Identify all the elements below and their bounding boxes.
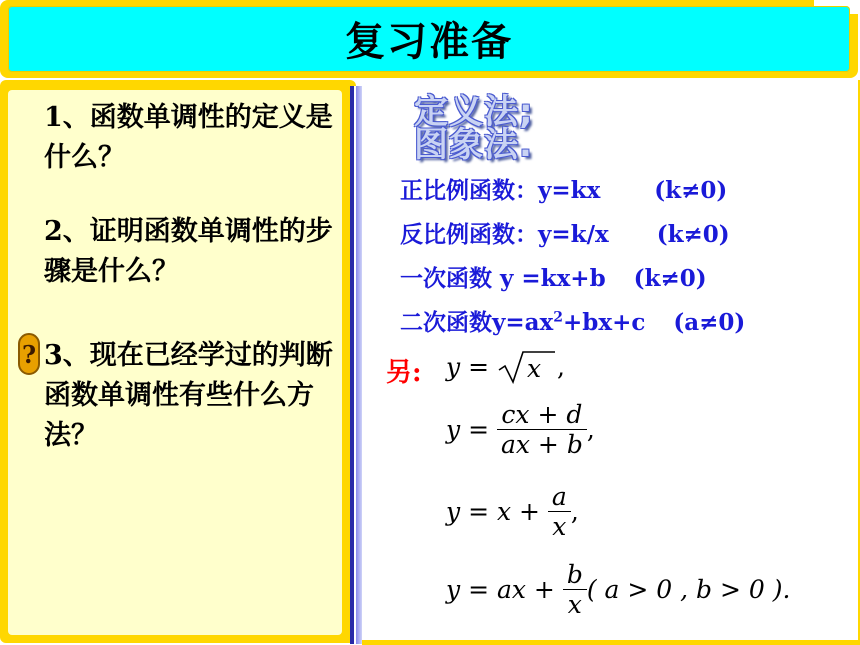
linear-function	[400, 260, 707, 293]
page-title: 复习准备	[345, 18, 513, 65]
proportional-function	[400, 172, 727, 205]
proportional-label: 正比例函数：	[400, 177, 538, 204]
formula-rational-lhs: y =	[446, 415, 497, 444]
formula-nike-tail: ( a > 0 , b > 0 ).	[586, 575, 791, 604]
formula-rational-denominator: ax + b	[500, 430, 583, 459]
formula-sqrt-tail: ,	[556, 352, 565, 382]
quadratic-expr-b: +bx+c	[563, 309, 646, 336]
formula-hook	[446, 482, 579, 541]
formula-nike	[446, 560, 790, 619]
linear-label: 一次函数	[400, 265, 492, 292]
question-mark-icon: ?	[18, 333, 40, 375]
sqrt-symbol	[497, 352, 557, 386]
formula-hook-lhs: y = x +	[446, 497, 548, 526]
linear-cond: (k≠0)	[633, 265, 707, 292]
question-1: 1、函数单调性的定义是什么？	[44, 102, 333, 173]
question-2: 2、证明函数单调性的步骤是什么？	[44, 216, 333, 287]
question-panel	[0, 80, 356, 643]
inverse-expr: y=k/x	[538, 221, 609, 248]
proportional-cond: (k≠0)	[654, 177, 728, 204]
formula-rational-tail: ,	[586, 415, 595, 444]
formula-nike-fraction	[563, 560, 587, 619]
question-panel-inner	[8, 90, 342, 635]
formula-hook-tail: ,	[570, 497, 579, 526]
formula-nike-numerator: b	[563, 560, 587, 590]
question-3: 3、现在已经学过的判断函数单调性有些什么方法？	[44, 340, 333, 451]
panel-divider	[350, 86, 362, 644]
inverse-function	[400, 216, 730, 249]
quadratic-function	[400, 304, 745, 337]
formula-hook-fraction	[548, 482, 571, 541]
quadratic-cond: (a≠0)	[673, 309, 746, 336]
quadratic-expr-a: y=ax	[492, 309, 554, 336]
formula-nike-lhs: y = ax +	[446, 575, 563, 604]
another-label: 另:	[386, 358, 422, 388]
proportional-expr: y=kx	[538, 177, 601, 204]
formula-rational-fraction	[497, 400, 587, 459]
formula-sqrt	[446, 352, 565, 386]
inverse-cond: (k≠0)	[656, 221, 730, 248]
formula-rational	[446, 400, 595, 459]
formula-hook-numerator: a	[548, 482, 571, 512]
title-panel	[8, 6, 850, 72]
quadratic-exponent: 2	[553, 309, 564, 326]
formula-hook-denominator: x	[552, 512, 567, 541]
definition-method-heading: 定义法;	[414, 92, 534, 132]
formula-rational-numerator: cx + d	[497, 400, 587, 430]
inverse-label: 反比例函数：	[400, 221, 538, 248]
content-panel-bottom-border	[362, 640, 860, 645]
formula-sqrt-lhs: y =	[446, 352, 497, 382]
quadratic-label: 二次函数	[400, 309, 492, 336]
formula-nike-denominator: x	[567, 590, 582, 619]
title-bar	[0, 0, 858, 78]
linear-expr: y =kx+b	[500, 265, 606, 292]
graph-method-heading: 图象法.	[414, 125, 533, 165]
formula-sqrt-radicand: x	[526, 354, 542, 383]
